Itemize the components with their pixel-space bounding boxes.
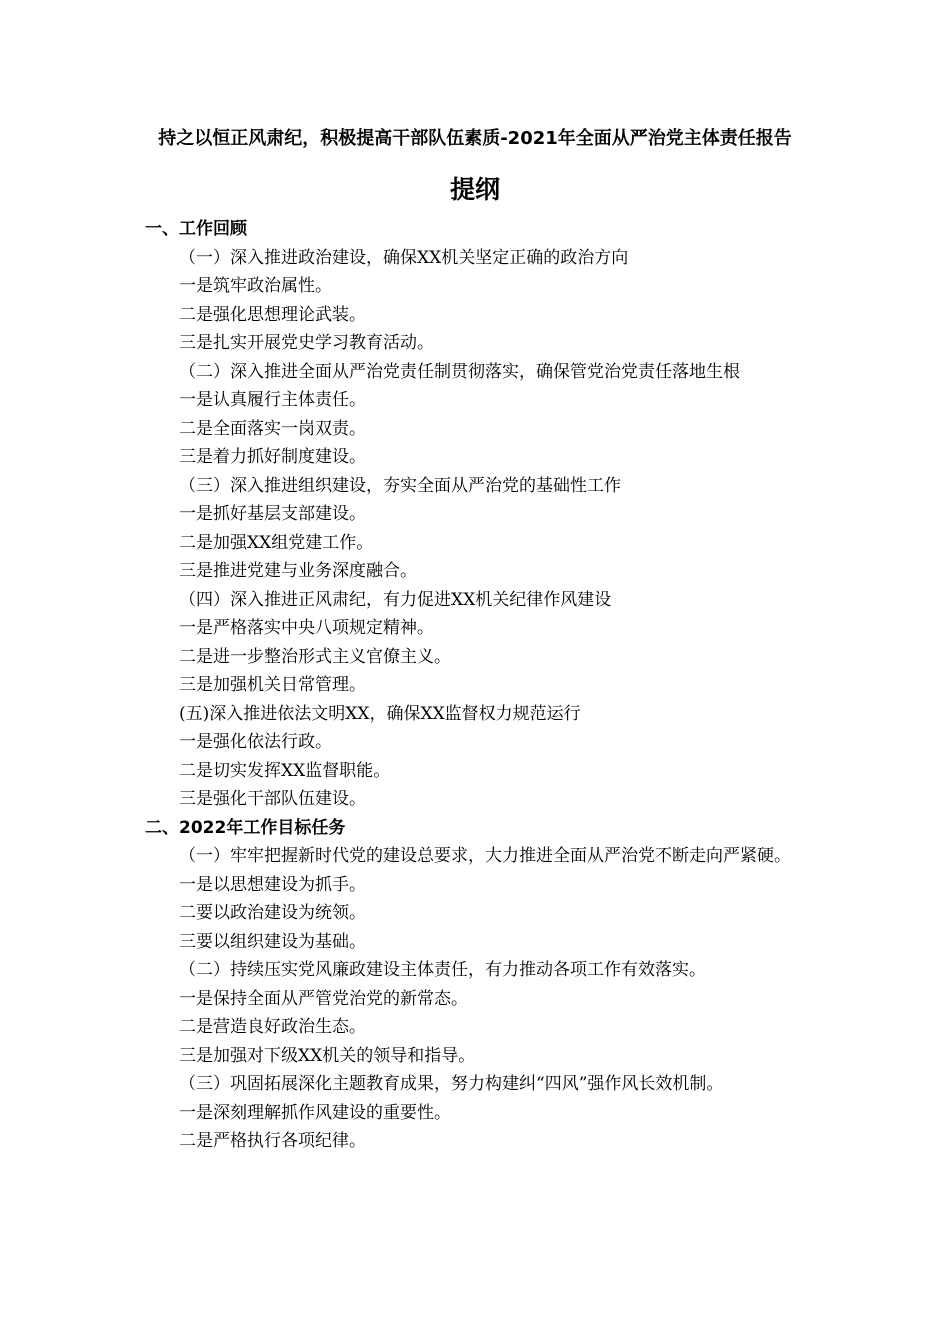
list-item: 一是深刻理解抓作风建设的重要性。 <box>179 1102 451 1123</box>
list-item: 一是严格落实中央八项规定精神。 <box>179 618 434 638</box>
subsection-title: （二）持续压实党风廉政建设主体责任，有力推动各项工作有效落实。 <box>179 960 706 980</box>
outline <box>145 215 815 1156</box>
document-title: 持之以恒正风肃纪，积极提高干部队伍素质-2021年全面从严治党主体责任报告 <box>158 128 792 149</box>
list-item: 二是进一步整治形式主义官僚主义。 <box>179 646 451 667</box>
list-item: 二要以政治建设为统领。 <box>179 903 366 923</box>
list-item: 三是着力抓好制度建设。 <box>179 447 366 467</box>
list-item: 一是以思想建设为抓手。 <box>179 874 366 895</box>
list-item: 三是强化干部队伍建设。 <box>179 789 366 809</box>
list-item: 二是加强XX组党建工作。 <box>179 532 374 553</box>
subsection-title: （一）牢牢把握新时代党的建设总要求，大力推进全面从严治党不断走向严紧硬。 <box>179 846 791 866</box>
list-item: 二是营造良好政治生态。 <box>179 1017 366 1037</box>
list-item: 二是强化思想理论武装。 <box>179 304 366 325</box>
list-item: 三要以组织建设为基础。 <box>179 931 366 952</box>
list-item: 三是扎实开展党史学习教育活动。 <box>179 333 434 353</box>
section-heading: 二、2022年工作目标任务 <box>145 817 346 838</box>
list-item: 三是加强机关日常管理。 <box>179 675 366 695</box>
list-item: 一是筑牢政治属性。 <box>179 276 332 296</box>
list-item: 二是全面落实一岗双责。 <box>179 418 366 439</box>
list-item: 二是严格执行各项纪律。 <box>179 1131 366 1151</box>
section-heading: 一、工作回顾 <box>145 219 247 239</box>
subsection-title: （二）深入推进全面从严治党责任制贯彻落实，确保管党治党责任落地生根 <box>179 361 740 382</box>
list-item: 一是保持全面从严管党治党的新常态。 <box>179 988 468 1009</box>
list-item: 一是强化依法行政。 <box>179 732 332 752</box>
list-item: 三是推进党建与业务深度融合。 <box>179 561 417 581</box>
list-item: 一是抓好基层支部建设。 <box>179 504 366 524</box>
subsection-title: （三）深入推进组织建设，夯实全面从严治党的基础性工作 <box>179 475 621 496</box>
list-item: 三是加强对下级XX机关的领导和指导。 <box>179 1045 476 1066</box>
document-subtitle: 提纲 <box>449 175 500 204</box>
list-item: 一是认真履行主体责任。 <box>179 390 366 410</box>
subsection-title: （三）巩固拓展深化主题教育成果，努力构建纠“四风”强作风长效机制。 <box>179 1074 724 1094</box>
subsection-title: （一）深入推进政治建设，确保XX机关坚定正确的政治方向 <box>179 247 629 268</box>
list-item: 二是切实发挥XX监督职能。 <box>179 760 391 781</box>
subsection-title: （四）深入推进正风肃纪，有力促进XX机关纪律作风建设 <box>179 589 612 610</box>
subsection-title: (五)深入推进依法文明XX，确保XX监督权力规范运行 <box>179 703 581 724</box>
